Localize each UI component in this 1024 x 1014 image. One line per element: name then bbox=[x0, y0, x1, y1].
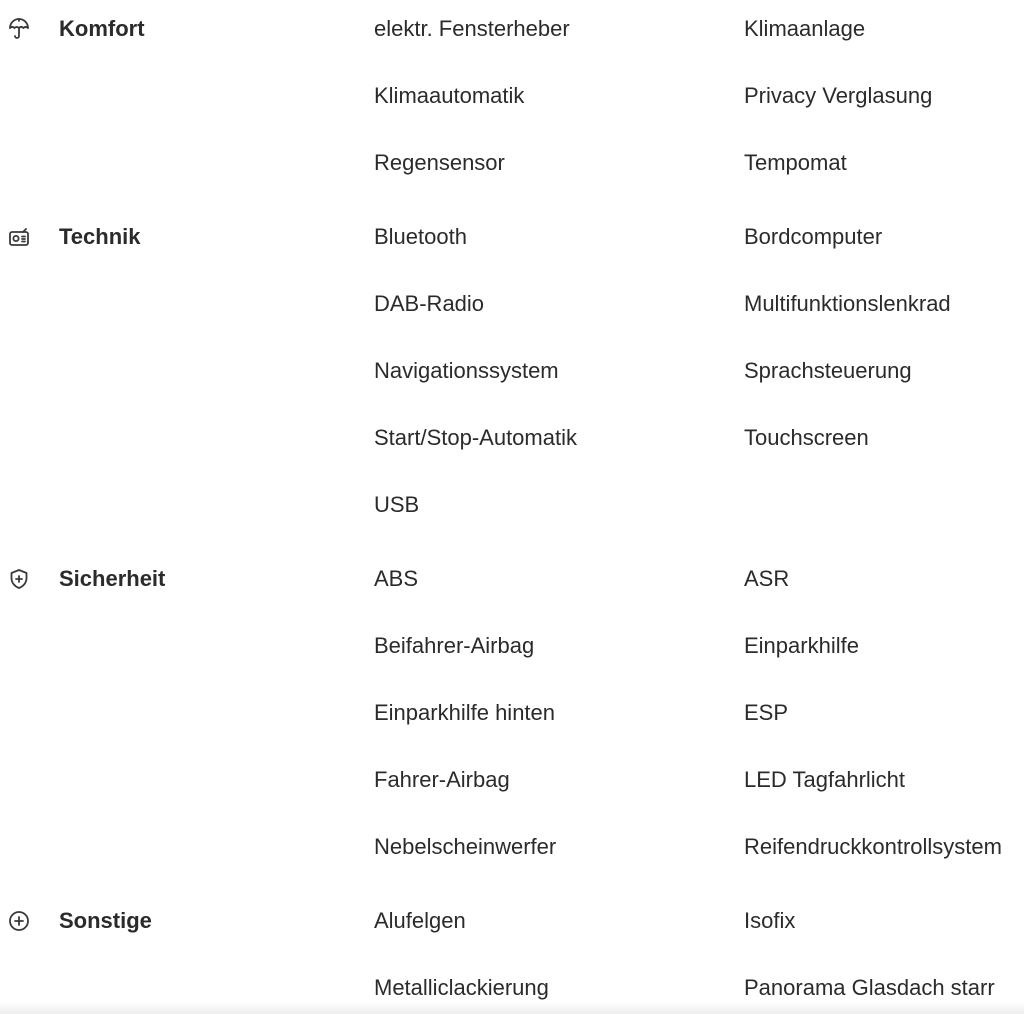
feature-item: Reifendruckkontrollsystem bbox=[744, 834, 1002, 859]
feature-item: Einparkhilfe hinten bbox=[374, 700, 556, 725]
shield-plus-icon bbox=[6, 566, 32, 592]
section-sicherheit bbox=[0, 550, 1024, 892]
feature-item: Klimaautomatik bbox=[374, 83, 525, 108]
radio-icon bbox=[6, 224, 32, 250]
section-header bbox=[0, 0, 374, 67]
feature-item: USB bbox=[374, 492, 420, 517]
feature-item: Einparkhilfe bbox=[744, 633, 859, 658]
section-title: Technik bbox=[59, 224, 141, 249]
feature-item: ASR bbox=[744, 566, 790, 591]
feature-item: Privacy Verglasung bbox=[744, 83, 933, 108]
section-header bbox=[0, 208, 374, 275]
section-title: Komfort bbox=[59, 16, 145, 41]
feature-item: Metalliclackierung bbox=[374, 975, 549, 1000]
umbrella-icon bbox=[6, 16, 32, 42]
feature-item: DAB-Radio bbox=[374, 291, 485, 316]
feature-item: Klimaanlage bbox=[744, 16, 866, 41]
section-komfort bbox=[0, 0, 1024, 208]
feature-list bbox=[374, 0, 1024, 201]
feature-item: Navigationssystem bbox=[374, 358, 559, 383]
feature-item: ESP bbox=[744, 700, 789, 725]
section-spacer bbox=[0, 885, 1024, 892]
feature-list bbox=[374, 892, 1024, 1014]
section-title: Sonstige bbox=[59, 908, 152, 933]
feature-item: Fahrer-Airbag bbox=[374, 767, 510, 792]
feature-item: Alufelgen bbox=[374, 908, 466, 933]
feature-item: Panorama Glasdach starr bbox=[744, 975, 995, 1000]
section-header bbox=[0, 550, 374, 617]
feature-item: Beifahrer-Airbag bbox=[374, 633, 535, 658]
feature-item: Nebelscheinwerfer bbox=[374, 834, 557, 859]
feature-item: Bordcomputer bbox=[744, 224, 883, 249]
feature-item: Tempomat bbox=[744, 150, 847, 175]
section-spacer bbox=[0, 201, 1024, 208]
section-sonstige bbox=[0, 892, 1024, 1014]
feature-item: Touchscreen bbox=[744, 425, 869, 450]
feature-item: ABS bbox=[374, 566, 419, 591]
feature-item: Multifunktionslenkrad bbox=[744, 291, 951, 316]
feature-item: elektr. Fensterheber bbox=[374, 16, 570, 41]
feature-item: Regensensor bbox=[374, 150, 505, 175]
feature-list bbox=[374, 550, 1024, 885]
feature-list bbox=[374, 208, 1024, 543]
plus-circle-icon bbox=[6, 908, 32, 934]
section-header bbox=[0, 892, 374, 959]
feature-item: LED Tagfahrlicht bbox=[744, 767, 906, 792]
feature-item: Bluetooth bbox=[374, 224, 467, 249]
bottom-fade bbox=[0, 1002, 1024, 1014]
section-title: Sicherheit bbox=[59, 566, 166, 591]
feature-item: Isofix bbox=[744, 908, 796, 933]
feature-item: Sprachsteuerung bbox=[744, 358, 912, 383]
feature-item: Start/Stop-Automatik bbox=[374, 425, 577, 450]
section-technik bbox=[0, 208, 1024, 550]
section-spacer bbox=[0, 543, 1024, 550]
